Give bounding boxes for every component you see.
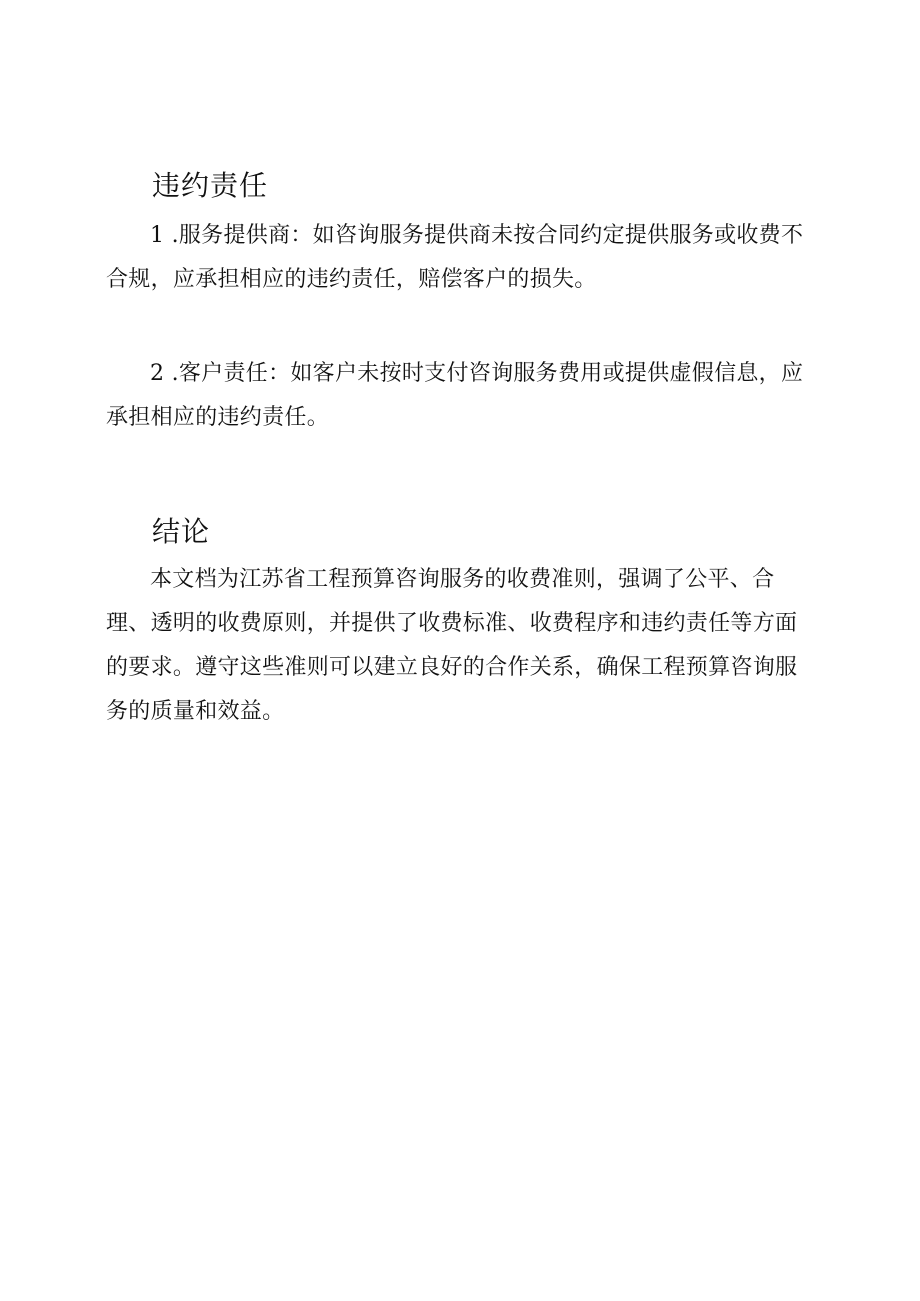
paragraph-conclusion: 本文档为江苏省工程预算咨询服务的收费准则，强调了公平、合理、透明的收费原则，并提供了收费标准、收费程序和违约责任等方面的要求。遵守这些准则可以建立良好的合作关系，确保工程预算咨询服务的质量和效益。 (106, 567, 798, 724)
section-heading-breach-liability: 违约责任 (152, 169, 269, 202)
paragraph-provider-liability: 1 .服务提供商：如咨询服务提供商未按合同约定提供服务或收费不合规，应承担相应的违约责任，赔偿客户的损失。 (106, 223, 804, 292)
paragraph-client-liability: 2 .客户责任：如客户未按时支付咨询服务费用或提供虚假信息，应承担相应的违约责任。 (106, 361, 804, 430)
section-heading-conclusion: 结论 (152, 515, 211, 548)
